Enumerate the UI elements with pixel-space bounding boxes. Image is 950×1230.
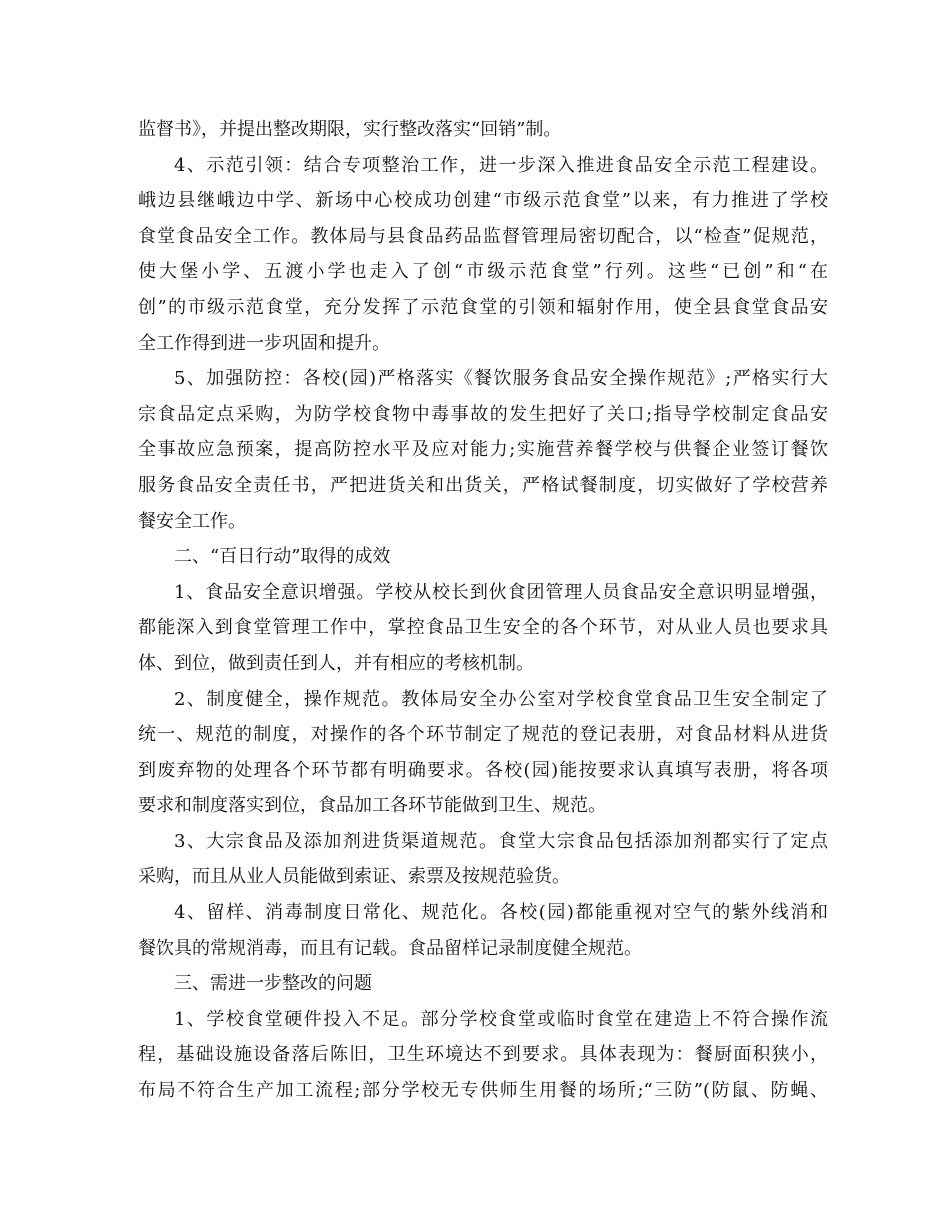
text-line: 要求和制度落实到位，食品加工各环节能做到卫生、规范。	[138, 795, 606, 817]
text-line: 三、需进一步整改的问题	[174, 973, 372, 995]
text-line: 全工作得到进一步巩固和提升。	[138, 332, 390, 354]
text-line: 使大堡小学、五渡小学也走入了创“市级示范食堂”行列。这些“已创”和“在	[138, 261, 828, 283]
text-line: 4、留样、消毒制度日常化、规范化。各校(园)都能重视对空气的紫外线消和	[174, 902, 828, 924]
text-line: 二、“百日行动”取得的成效	[174, 546, 391, 568]
text-line: 1、食品安全意识增强。学校从校长到伙食团管理人员食品安全意识明显增强，	[174, 581, 828, 603]
text-line: 都能深入到食堂管理工作中，掌控食品卫生安全的各个环节，对从业人员也要求具	[138, 617, 828, 639]
text-line: 全事故应急预案，提高防控水平及应对能力;实施营养餐学校与供餐企业签订餐饮	[138, 439, 828, 461]
text-line: 统一、规范的制度，对操作的各个环节制定了规范的登记表册，对食品材料从进货	[138, 724, 828, 746]
text-line: 到废弃物的处理各个环节都有明确要求。各校(园)能按要求认真填写表册，将各项	[138, 759, 828, 781]
text-line: 程，基础设施设备落后陈旧，卫生环境达不到要求。具体表现为：餐厨面积狭小，	[138, 1044, 828, 1066]
text-line: 峨边县继峨边中学、新场中心校成功创建“市级示范食堂”以来，有力推进了学校	[138, 190, 828, 212]
text-line: 食堂食品安全工作。教体局与县食品药品监督管理局密切配合，以“检查”促规范，	[138, 225, 828, 247]
text-line: 布局不符合生产加工流程;部分学校无专供师生用餐的场所;“三防”(防鼠、防蝇、	[138, 1080, 828, 1102]
text-line: 1、学校食堂硬件投入不足。部分学校食堂或临时食堂在建造上不符合操作流	[174, 1008, 828, 1030]
text-line: 创”的市级示范食堂，充分发挥了示范食堂的引领和辐射作用，使全县食堂食品安	[138, 296, 828, 318]
text-line: 3、大宗食品及添加剂进货渠道规范。食堂大宗食品包括添加剂都实行了定点	[174, 830, 828, 852]
text-line: 2、制度健全，操作规范。教体局安全办公室对学校食堂食品卫生安全制定了	[174, 688, 828, 710]
text-line: 监督书》，并提出整改期限，实行整改落实“回销”制。	[138, 119, 562, 140]
text-line: 采购，而且从业人员能做到索证、索票及按规范验货。	[138, 866, 570, 888]
text-line: 5、加强防控：各校(园)严格落实《餐饮服务食品安全操作规范》;严格实行大	[174, 368, 828, 390]
text-line: 体、到位，做到责任到人，并有相应的考核机制。	[138, 652, 534, 674]
text-line: 餐安全工作。	[138, 510, 246, 532]
text-line: 餐饮具的常规消毒，而且有记载。食品留样记录制度健全规范。	[138, 937, 642, 959]
document-body	[138, 112, 828, 1109]
text-line: 宗食品定点采购，为防学校食物中毒事故的发生把好了关口;指导学校制定食品安	[138, 403, 828, 425]
text-line: 服务食品安全责任书，严把进货关和出货关，严格试餐制度，切实做好了学校营养	[138, 474, 828, 496]
text-line: 4、示范引领：结合专项整治工作，进一步深入推进食品安全示范工程建设。	[174, 154, 828, 176]
